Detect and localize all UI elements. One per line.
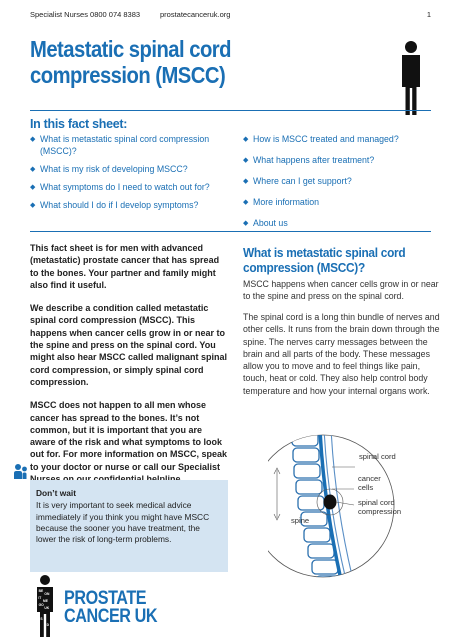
intro-paragraph: This fact sheet is for men with advanced (metastatic) prostate cancer that has spread to the bones. Your partner and family might also find it useful. <box>30 243 220 290</box>
diamond-bullet-icon: ◆ <box>243 157 249 164</box>
logo-figure-icon <box>30 574 60 638</box>
diamond-bullet-icon: ◆ <box>30 136 36 143</box>
label-spine: spine <box>291 516 310 525</box>
logo-line-2: CANCER UK <box>64 606 158 627</box>
contents-item[interactable]: ◆ What symptoms do I need to watch out for? <box>30 182 210 192</box>
contents-item[interactable]: ◆ Where can I get support? <box>243 176 352 186</box>
diamond-bullet-icon: ◆ <box>243 220 249 227</box>
divider <box>30 231 431 232</box>
contents-heading: In this fact sheet: <box>30 117 128 131</box>
diamond-bullet-icon: ◆ <box>243 136 249 143</box>
section-paragraph: The spinal cord is a long thin bundle of nerves and other cells. It runs from the brain down through the spine. The nerves carry messages between the brain and all parts of the body. These messages allow you to move and to feel things like pain, touch, heat or cold. They also help control body temperature and how your internal organs work. <box>243 312 440 396</box>
logo-line-1: PROSTATE <box>64 588 147 609</box>
website-link[interactable]: prostatecanceruk.org <box>160 10 231 19</box>
label-spinal-cord-compression: spinal cord compression <box>358 498 402 516</box>
diamond-bullet-icon: ◆ <box>30 166 36 173</box>
contents-item[interactable]: ◆ What happens after treatment? <box>243 155 375 165</box>
page-number: 1 <box>426 10 431 19</box>
spinal-cord-diagram <box>268 418 438 600</box>
svg-text:BE: BE <box>38 589 44 593</box>
section-heading: What is metastatic spinal cord compression (MSCC)? <box>243 246 406 275</box>
contents-item[interactable]: ◆ More information <box>243 197 320 207</box>
contents-item[interactable]: ◆ About us <box>243 218 288 228</box>
contents-list-left <box>30 133 220 217</box>
contents-list-right <box>243 133 443 238</box>
diamond-bullet-icon: ◆ <box>30 184 36 191</box>
svg-text:GO: GO <box>38 603 44 607</box>
intro-paragraph: We describe a condition called metastatic spinal cord compression (MSCC). This happens when cancer cells grow in or near to the spine and press on the spinal cord. You might also hear MSCC called malignant spinal cord compression, or simply spinal cord compression. <box>30 303 228 387</box>
callout-text: It is very important to seek medical advice immediately if you think you might have MSCC because the sooner you have treatment, the lower the risk of long-term problems. <box>36 500 210 545</box>
svg-text:ME: ME <box>43 599 48 603</box>
label-spinal-cord: spinal cord <box>359 452 396 461</box>
svg-text:D: D <box>46 623 49 627</box>
contents-item[interactable]: ◆ What is my risk of developing MSCC? <box>30 164 188 174</box>
helpline-figure-icon <box>13 463 28 479</box>
intro-text <box>30 242 230 496</box>
nurses-phone: Specialist Nurses 0800 074 8383 <box>30 10 141 19</box>
page-header <box>30 10 431 22</box>
diamond-bullet-icon: ◆ <box>243 199 249 206</box>
diamond-bullet-icon: ◆ <box>30 202 36 209</box>
contents-item[interactable]: ◆ What is metastatic spinal cord compression (MSCC)? <box>30 134 210 156</box>
diamond-bullet-icon: ◆ <box>243 178 249 185</box>
svg-text:ON: ON <box>44 592 50 596</box>
divider <box>30 110 431 111</box>
intro-paragraph: MSCC does not happen to all men whose cancer has spread to the bones. It’s not common, but it is important that you are aware of the risk and what symptoms to look out for. For more information on MSCC, speak to your doctor or nurse or call our Specialist <box>30 400 228 472</box>
page-title: Metastatic spinal cord compression (MSCC) <box>30 36 231 88</box>
section-paragraph: MSCC happens when cancer cells grow in or near to the spine and press on the spinal cord. <box>243 279 439 302</box>
svg-text:IT: IT <box>38 596 42 600</box>
callout-heading: Don’t wait <box>36 488 77 498</box>
contents-item[interactable]: ◆ What should I do if I develop symptoms? <box>30 200 199 210</box>
contents-item[interactable]: ◆ How is MSCC treated and managed? <box>243 134 399 144</box>
person-silhouette-icon <box>396 40 426 115</box>
svg-text:S: S <box>40 617 43 621</box>
svg-text:UK: UK <box>44 606 50 610</box>
label-cancer-cells: cancer cells <box>358 474 381 492</box>
dont-wait-callout <box>30 480 228 572</box>
prostate-cancer-uk-logo <box>30 574 210 638</box>
